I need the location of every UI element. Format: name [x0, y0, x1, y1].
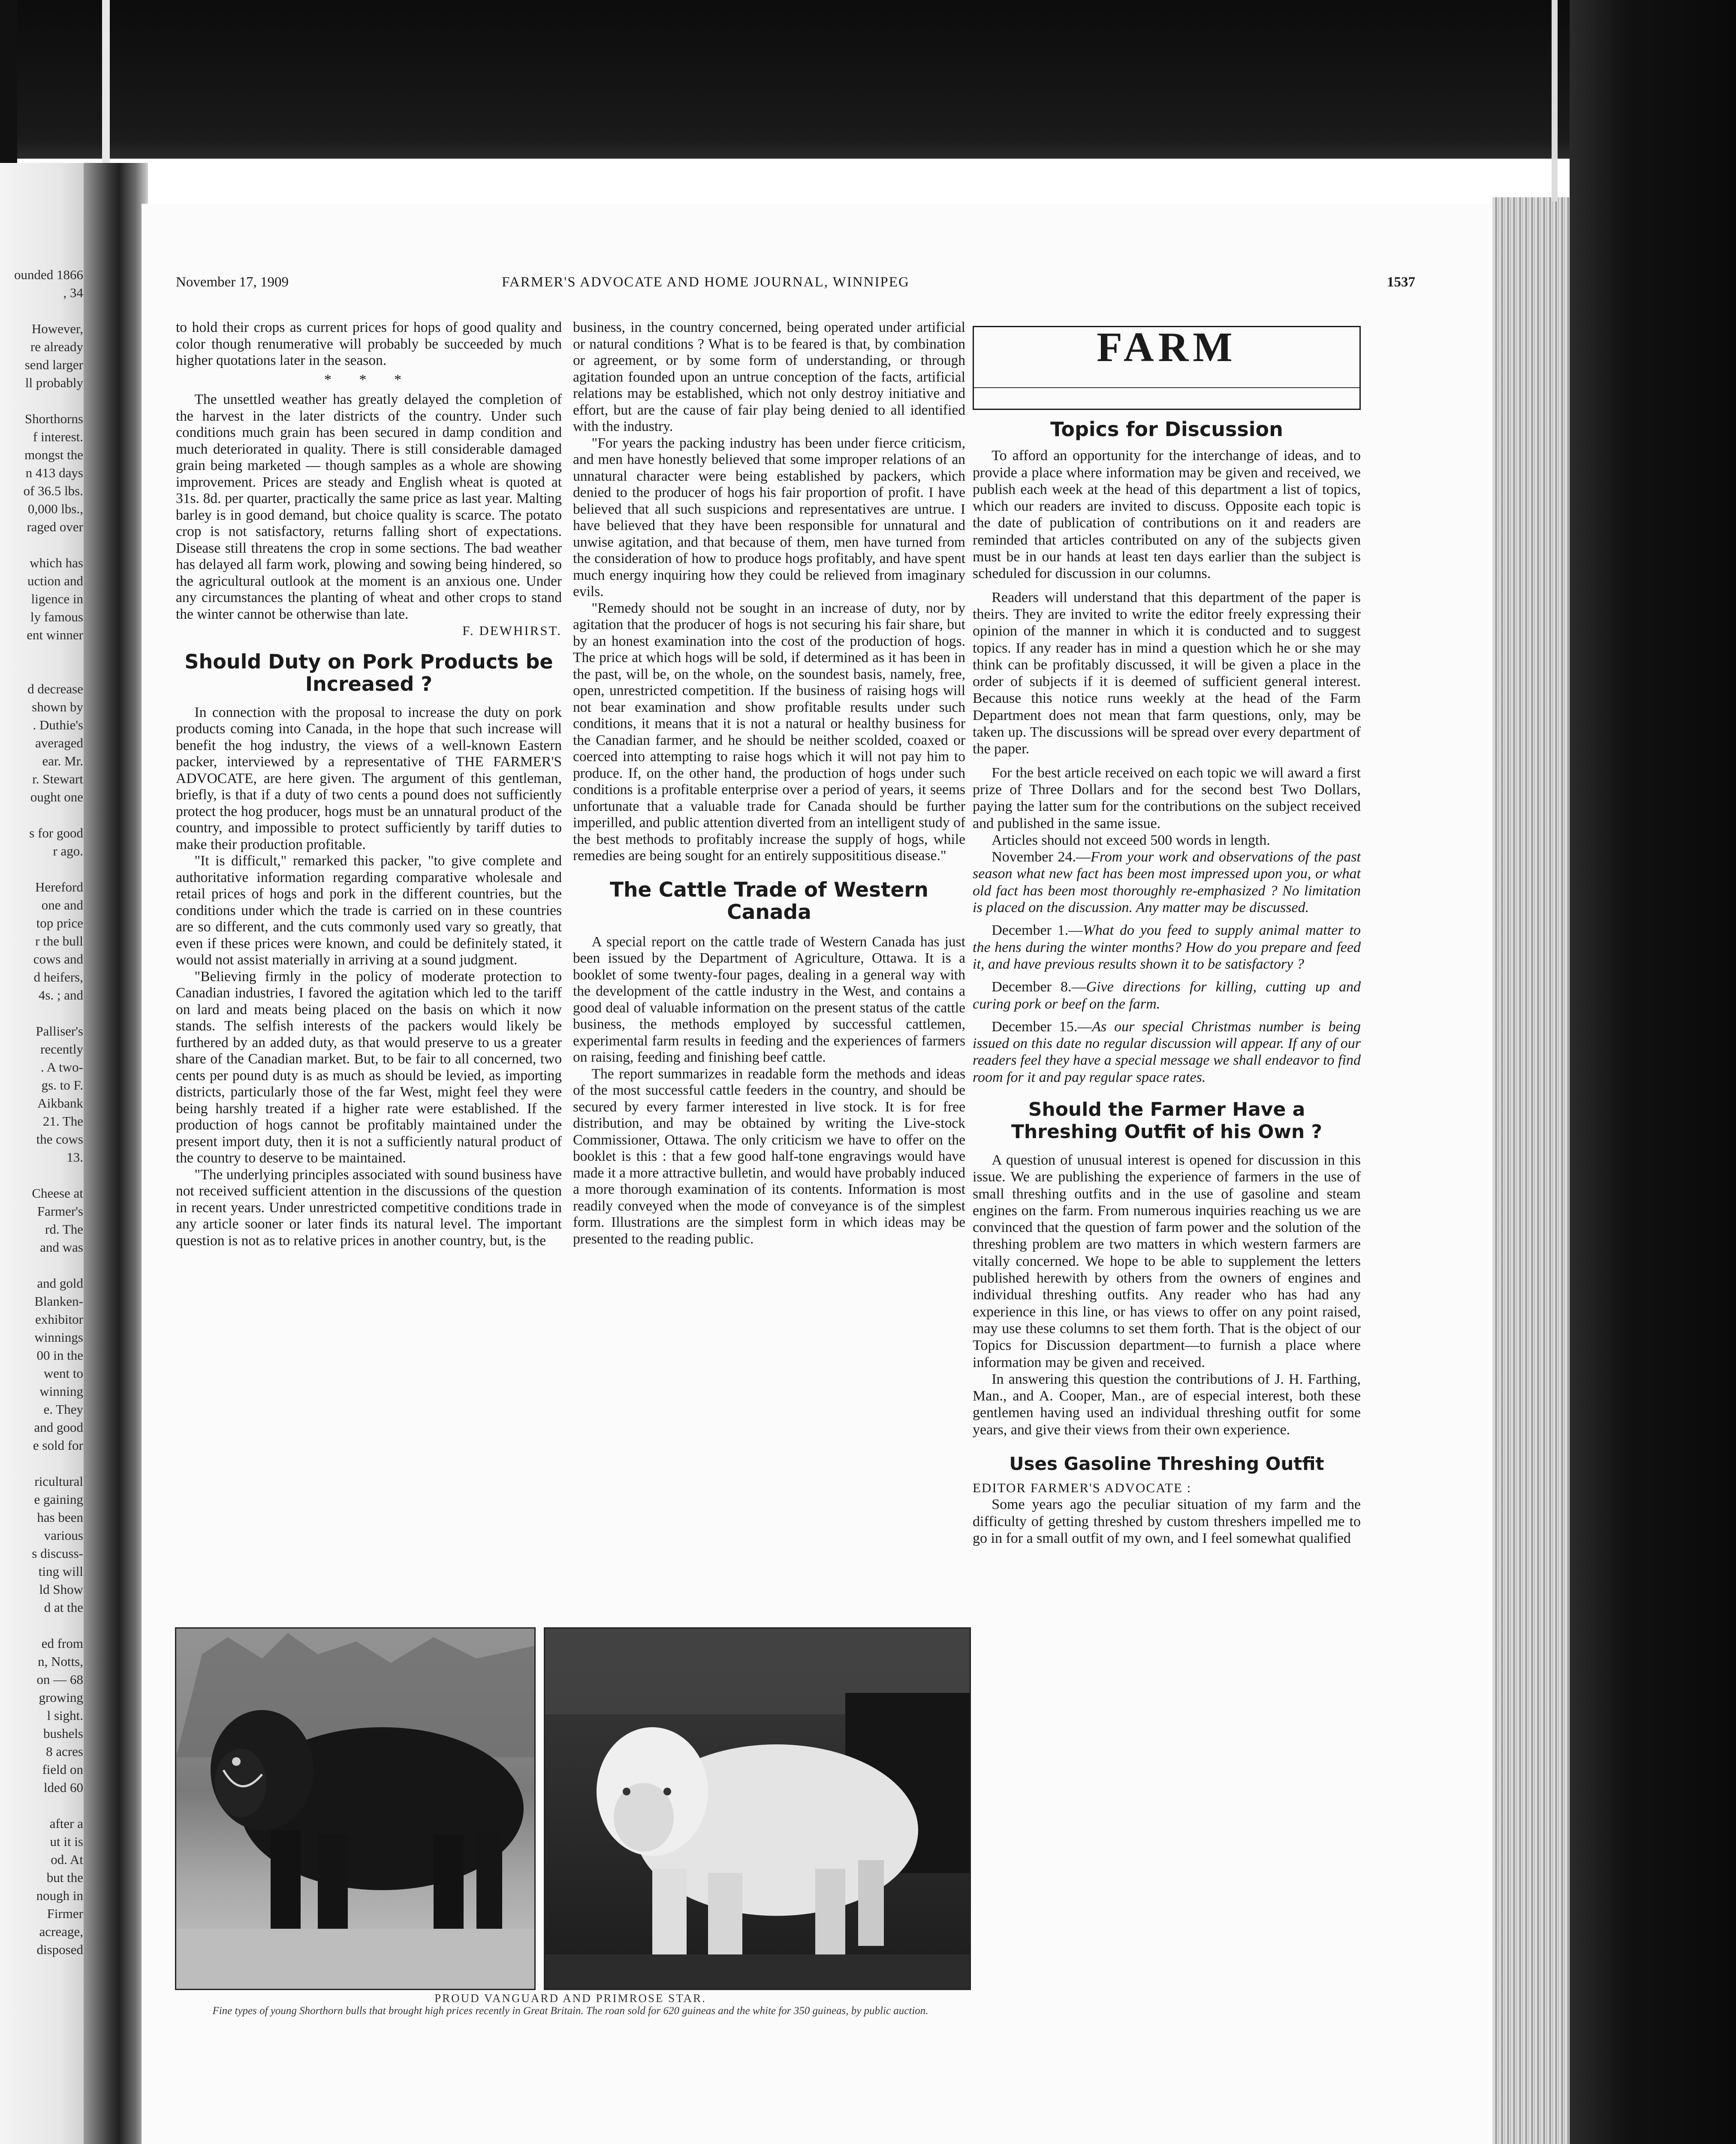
- topic-item: November 24.—From your work and observations of the past season what new fact has been most impressed upon you, or what old fact has been most thoroughly re-emphasized ? No limitation is placed on the discussion. Any matter may be discussed.: [973, 849, 1361, 916]
- left-page-line: [14, 1166, 83, 1184]
- left-page-line: , 34: [63, 285, 83, 300]
- left-page-line: went to: [43, 1366, 83, 1381]
- left-page-line: cows and: [33, 952, 83, 967]
- left-page-line: recently: [40, 1042, 83, 1057]
- headline-threshing-outfit: Should the Farmer Have a Threshing Outfit of his Own ?: [1011, 1098, 1323, 1143]
- left-page-line: mongst the: [24, 447, 83, 462]
- article-text: The report summarizes in readable form the methods and ideas of the most successful cattle feeders in the country, and should be secured by every farmer interested in live stock. It is for free distribution, and may be obtained by writing the Live-stock Commissioner, Ottawa. The only criticism we have to offer on the booklet is this : that a few good half-tone engravings would have made it a more attractive bulletin, and would have probably induced a more thorough examination of its contents. Information is most readily conveyed when the mode of conveyance is of the simplest form. Illustrations are the simplest form in which ideas may be presented to the reading public.: [573, 1066, 965, 1247]
- left-page-line: ed from: [41, 1636, 83, 1651]
- topics-heading: Topics for Discussion: [1050, 418, 1283, 441]
- left-page-line: However,: [31, 321, 83, 336]
- left-page-line: disposed: [36, 1942, 83, 1957]
- article-text: Some years ago the peculiar situation of my farm and the difficulty of getting threshed by custom threshers impelled me to go in for a small outfit of my own, and I feel somewhat qualified: [973, 1497, 1361, 1546]
- left-page-line: e. They: [43, 1402, 83, 1417]
- left-page-line: n, Notts,: [38, 1654, 83, 1669]
- left-page-line: 21. The: [42, 1114, 83, 1129]
- publication-title: FARMER'S ADVOCATE AND HOME JOURNAL, WINNIPEG: [502, 274, 910, 290]
- left-page-line: 00 in the: [36, 1348, 83, 1363]
- left-page-line: [14, 392, 83, 410]
- left-page-line: [14, 1256, 83, 1274]
- column-2: [573, 319, 965, 1247]
- left-page-line: ll probably: [25, 375, 83, 390]
- left-page-line: [14, 662, 83, 680]
- left-page-line: Farmer's: [37, 1204, 83, 1219]
- article-text: In answering this question the contributions of J. H. Farthing, Man., and A. Cooper, Man., are of especial interest, both these gentlemen having used an individual threshing outfit for some years, and give their views from their own experience.: [973, 1371, 1361, 1438]
- left-page-line: exhibitor: [35, 1312, 83, 1327]
- left-page-line: d heifers,: [33, 970, 83, 985]
- left-page-line: n 413 days: [25, 465, 83, 480]
- left-page-line: has been: [37, 1510, 83, 1525]
- left-page-line: ought one: [30, 789, 83, 804]
- scanner-light-streak: [102, 0, 110, 163]
- article-text: The unsettled weather has greatly delayed the completion of the harvest in the later districts of the country. Under such conditions much grain has been secured in damp condition and much deteriorated in quality. There is still considerable damaged grain being marketed — though samples as a whole are showing improvement. Prices are steady and English wheat is quoted at 31s. 8d. per quarter, practically the same price as last year. Malting barley is in good demand, but choice quality is scarce. The potato crop is not satisfactory, returns falling short of expectations. Disease still threatens the crop in some sections. The bad weather has delayed all farm work, plowing and sowing being hindered, so the agricultural outlook at the moment is an anxious one. Under any circumstances the planting of wheat and other crops to stand the winter cannot be otherwise than late.: [176, 391, 562, 622]
- scanner-light-streak: [1552, 0, 1558, 202]
- caption-text: Fine types of young Shorthorn bulls that brought high prices recently in Great Britain. The roan sold for 620 guineas and the white for 350 guineas, by public auction.: [212, 2005, 928, 2017]
- left-page-line: r the bull: [35, 933, 83, 949]
- left-page-line: averaged: [35, 735, 83, 750]
- photo-primrose-star: [544, 1627, 971, 1990]
- left-page-line: ut it is: [50, 1834, 83, 1849]
- book-gutter: [84, 163, 148, 2144]
- left-page-line: [14, 1797, 83, 1815]
- left-page-line: r. Stewart: [32, 771, 83, 786]
- scan-background-top: [0, 0, 1736, 159]
- farm-title: FARM: [1097, 324, 1237, 370]
- article-text: to hold their crops as current prices for hops of good quality and color though renumerative will probably be succeeded by much higher quotations later in the season.: [176, 319, 562, 368]
- headline-pork-duty: Should Duty on Pork Products be Increased ?: [184, 650, 553, 696]
- left-page-line: Hereford: [35, 879, 83, 894]
- left-page-line: ear. Mr.: [42, 753, 83, 768]
- left-page-line: [14, 644, 83, 662]
- left-page-line: ting will: [38, 1564, 83, 1579]
- column-1: [176, 319, 562, 1249]
- article-text: Readers will understand that this department of the paper is theirs. They are invited to write the editor freely expressing their opinion of the manner in which it is conducted and to suggest topics. If any reader has in mind a question which he or she may think can be profitably discussed, it will be given a place in the order of subjects if it is deemed of sufficient general interest. Because this notice runs weekly at the head of the Farm Department does not mean that farm questions, only, may be taken up. The discussions will be spread over every department of the paper.: [973, 589, 1361, 757]
- left-page-line: re already: [30, 339, 83, 354]
- left-page-line: ligence in: [31, 591, 83, 606]
- article-text: business, in the country concerned, being operated under artificial or natural conditions ? What is to be feared is that, by combination or agreement, or by some form of understanding, or through agitation founded upon an untrue conception of the facts, artificial relations may be established, which not only destroy initiative and effort, but are the cause of fair play being denied to all identified with the industry.: [573, 319, 965, 434]
- left-page-line: Shorthorns: [24, 411, 83, 426]
- left-page-line: raged over: [27, 519, 83, 534]
- left-page-line: Cheese at: [32, 1186, 83, 1201]
- left-page-line: [14, 1454, 83, 1472]
- left-page-line: e gaining: [34, 1492, 83, 1507]
- bull-photo-white: [545, 1629, 970, 1989]
- article-text: For the best article received on each topic we will award a first prize of Three Dollars and for the second best Two Dollars, paying the latter sum for the contributions on the subject received and published in the same issue.: [973, 765, 1361, 831]
- left-page-text: [14, 266, 83, 1959]
- left-page-line: 8 acres: [46, 1744, 83, 1759]
- left-page-line: and gold: [37, 1276, 83, 1291]
- topic-item: December 8.—Give directions for killing, cutting up and curing pork or beef on the farm.: [973, 979, 1361, 1012]
- left-page-line: [14, 860, 83, 878]
- article-text: "Remedy should not be sought in an increase of duty, nor by agitation that the producer of hogs is not securing his fair share, but by an honest examination into the cost of the production of hogs. The price at which hogs will be sold, if determined as it has been in the past, will be, on the whole, on the soundest basis, namely, free, open, unrestricted competition. If the business of raising hogs will not bear examination and show profitable results under such conditions, it means that it is not a natural or healthy business for the Canadian farmer, and he should be neither scolded, coaxed or coerced into attempting to raise hogs which it will not pay him to produce. If, on the other hand, the production of hogs under such conditions is a profitable enterprise over a period of years, it seems unfortunate that a valuable trade for Canada should be further imperilled, and public attention diverted from an intelligent study of the best methods to profitably increase the supply of hogs, while remedies are being sought for an entirely supposititious disease.": [573, 600, 965, 864]
- left-page-line: r ago.: [53, 843, 83, 858]
- left-page-fragment: [0, 163, 86, 2144]
- left-page-line: d at the: [44, 1600, 83, 1615]
- left-page-line: which has: [30, 555, 83, 570]
- issue-date: November 17, 1909: [176, 274, 289, 290]
- article-text: A special report on the cattle trade of Western Canada has just been issued by the Department of Agriculture, Ottawa. It is a booklet of some twenty-four pages, dealing in a general way with the development of the cattle industry in the West, and contains a good deal of valuable information on the present status of the cattle business, the methods employed by successful cattlemen, experimental farm results in feeding and the experiences of farmers on raising, feeding and finishing beef cattle.: [573, 933, 965, 1065]
- left-page-line: ricultural: [34, 1474, 83, 1489]
- left-page-line: and was: [40, 1240, 83, 1255]
- left-page-line: d decrease: [27, 681, 83, 696]
- left-page-line: s discuss-: [32, 1546, 83, 1561]
- farm-department-banner: [973, 326, 1361, 410]
- author-signature: F. DEWHIRST.: [462, 623, 562, 638]
- left-page-line: ent winner: [27, 627, 83, 642]
- headline-cattle-trade: The Cattle Trade of Western Canada: [609, 878, 929, 924]
- running-head: [176, 274, 1415, 300]
- left-page-line: [14, 1004, 83, 1022]
- left-page-line: and good: [34, 1420, 83, 1435]
- left-page-line: e sold for: [33, 1438, 83, 1453]
- section-separator: * * *: [324, 371, 413, 388]
- left-page-line: s for good: [29, 825, 83, 840]
- left-page-line: 0,000 lbs.,: [27, 501, 83, 516]
- photo-proud-vanguard: [175, 1627, 536, 1990]
- left-page-line: Aikbank: [37, 1096, 83, 1111]
- article-text: "The underlying principles associated with sound business have not received sufficient attention in the discussions of the question in recent years. Under unrestricted competitive conditions trade in any article sooner or later finds its natural level. The important question is not as to relative prices in another country, but, is the: [176, 1166, 562, 1249]
- left-page-line: ld Show: [39, 1582, 83, 1597]
- left-page-line: Palliser's: [36, 1024, 83, 1039]
- left-page-line: . Duthie's: [33, 717, 83, 732]
- left-page-line: but the: [46, 1870, 83, 1885]
- topic-item: December 1.—What do you feed to supply animal matter to the hens during the winter months? How do you prepare and feed it, and have previous results shown it to be satisfactory ?: [973, 922, 1361, 972]
- column-3: [973, 326, 1361, 1547]
- bull-photo-dark: [176, 1629, 534, 1989]
- left-page-line: l sight.: [47, 1708, 83, 1723]
- topic-item: December 15.—As our special Christmas number is being issued on this date no regular discussion will appear. If any of our readers feel they have a special message we shall endeavor to find room for it and pay regular space rates.: [973, 1018, 1361, 1085]
- left-page-line: winning: [39, 1384, 83, 1399]
- left-page-line: winnings: [34, 1330, 83, 1345]
- left-page-line: growing: [39, 1690, 83, 1705]
- left-page-line: uction and: [27, 573, 83, 588]
- left-page-line: [14, 1617, 83, 1635]
- left-page-line: . A two-: [40, 1060, 83, 1075]
- left-page-line: on — 68: [36, 1672, 83, 1687]
- article-text: Articles should not exceed 500 words in length.: [992, 832, 1270, 848]
- left-page-line: ly famous: [30, 609, 83, 624]
- left-page-line: bushels: [43, 1726, 83, 1741]
- left-page-line: [14, 806, 83, 824]
- left-page-line: of 36.5 lbs.: [23, 483, 83, 498]
- left-page-line: Firmer: [47, 1906, 83, 1921]
- photo-caption: [172, 1992, 969, 2018]
- left-page-line: after a: [49, 1816, 83, 1831]
- article-text: "For years the packing industry has been under fierce criticism, and men have honestly believed that some improper relations of an unnatural character were being established by packers, which denied to the producer of hogs his fair proportion of profit. I have believed that all such suspicions and representatives are untrue. I have believed that they have been responsible for unnatural and unwise agitation, and that because of them, men have turned from the consideration of how to produce hogs profitably, and have spent much energy inquiring how they could be relieved from imaginary evils.: [573, 435, 965, 599]
- left-page-line: lded 60: [43, 1780, 83, 1795]
- left-page-line: gs. to F.: [41, 1078, 83, 1093]
- banner-rule: [974, 387, 1359, 388]
- left-page-line: shown by: [32, 699, 83, 714]
- article-text: A question of unusual interest is opened for discussion in this issue. We are publishing the experience of farmers in the use of small threshing outfits and in the use of gasoline and steam engines on the farm. From numerous inquiries reaching us we are convinced that the question of farm power and the solution of the threshing problem are two matters in which western farmers are vitally concerned. We hope to be able to supplement the letters published herewith by others from the owners of engines and individual threshing outfits. Any reader who has had any experience in this line, or has views to offer on any point raised, may use these columns to set them forth. That is the object of our Topics for Discussion department—to furnish a place where information may be given and received.: [973, 1152, 1361, 1370]
- article-text: In connection with the proposal to increase the duty on pork products coming into Canada, in the hope that such increase will benefit the hog industry, the views of a well-known Eastern packer, interviewed by a representative of THE FARMER'S ADVOCATE, are here given. The argument of this gentleman, briefly, is that if a duty of two cents a pound does not sufficiently protect the hog producer, hogs must be an unnatural product of the country, and impossible to protect sufficiently by tariff duties to make their production profitable.: [176, 704, 562, 852]
- article-text: To afford an opportunity for the interchange of ideas, and to provide a place where information may be given and received, we publish each week at the head of this department a list of topics, which our readers are invited to discuss. Opposite each topic is the date of publication of contributions on it and readers are reminded that articles contributed on any of the subjects given must be in our hands at least ten days earlier than the subject is scheduled for discussion in our columns.: [973, 448, 1361, 582]
- left-page-line: acreage,: [39, 1924, 83, 1939]
- article-text: "Believing firmly in the policy of moderate protection to Canadian industries, I favored the agitation which led to the tariff on lard and meats being placed on the basis on which it now stands. The selfish interests of the packers would likely be furthered by an added duty, as that would preserve to us a greater share of the Canadian market. But, to be fair to all concerned, two cents per pound duty is as much as should be levied, as importing districts, particularly those of the far West, might feel they were being harshly treated if a higher rate were established. If the production of hogs cannot be profitably maintained under the present import duty, then it is not a sufficiently natural product of the country to deserve to be maintained.: [176, 968, 562, 1166]
- caption-title: PROUD VANGUARD AND PRIMROSE STAR.: [434, 1992, 706, 2005]
- left-page-line: od. At: [51, 1852, 83, 1867]
- page-edges: [1492, 197, 1578, 2144]
- left-page-line: field on: [42, 1762, 83, 1777]
- left-page-line: nough in: [36, 1888, 83, 1903]
- left-page-line: one and: [41, 897, 83, 912]
- left-page-line: Blanken-: [34, 1294, 83, 1309]
- left-page-line: ounded 1866: [14, 267, 83, 282]
- headline-gasoline-outfit: Uses Gasoline Threshing Outfit: [1009, 1453, 1324, 1475]
- left-page-line: [14, 302, 83, 320]
- left-page-line: various: [44, 1528, 83, 1543]
- left-page-line: the cows: [36, 1132, 83, 1147]
- left-page-line: f interest.: [33, 429, 83, 444]
- left-page-line: top price: [36, 915, 83, 930]
- letter-salutation: EDITOR FARMER'S ADVOCATE :: [973, 1480, 1192, 1496]
- article-text: "It is difficult," remarked this packer, "to give complete and authoritative information regarding comparative wholesale and retail prices of hogs and pork in the different countries, but the conditions under which the trade is carried on in these countries are so different, and the cuts commonly used vary so greatly, that even if these prices were known, and could be definitely stated, it would not assist materially in arriving at a sound judgment.: [176, 853, 562, 968]
- left-page-line: [14, 536, 83, 554]
- left-page-line: 4s. ; and: [38, 988, 83, 1003]
- left-page-line: rd. The: [45, 1222, 83, 1237]
- left-page-line: 13.: [66, 1150, 83, 1165]
- left-page-line: send larger: [24, 357, 83, 372]
- page-number: 1537: [1387, 274, 1415, 290]
- scan-background-right: [1570, 0, 1736, 2144]
